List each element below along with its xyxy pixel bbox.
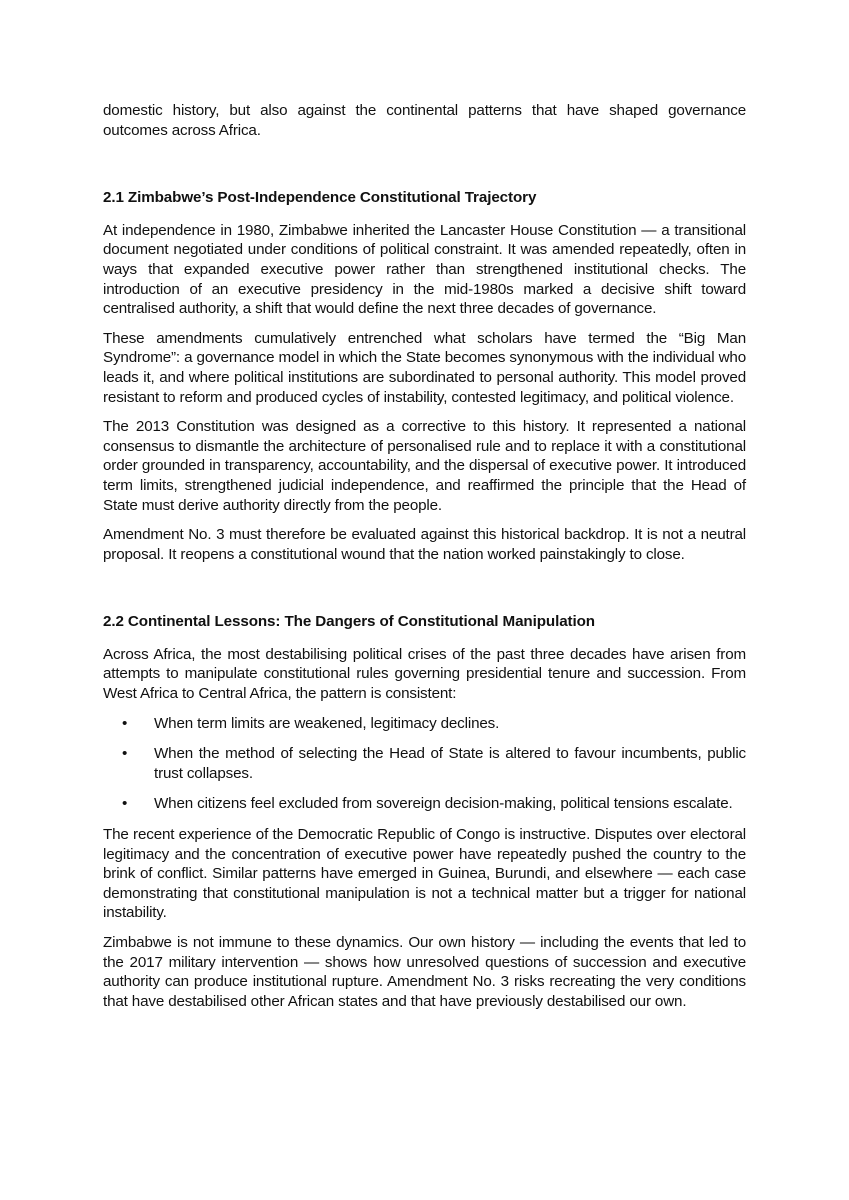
document-page xyxy=(103,101,746,1021)
bullet-item xyxy=(103,744,746,783)
bullet-text: When term limits are weakened, legitimacy declines. xyxy=(154,714,500,732)
bullet-text: When the method of selecting the Head of State is altered to favour incumbents, public trust collapses. xyxy=(154,745,746,782)
section-spacer xyxy=(103,574,746,612)
bullet-icon: • xyxy=(122,795,128,813)
paragraph-2013-constitution: The 2013 Constitution was designed as a corrective to this history. It represented a national consensus to dismantle the architecture of personalised rule and to replace it with a constitutional order grounded in transparency, accountability, and the dispersal of executive power. It introduced term limits, strengthened judicial independence, and reaffirmed the principle that the Head of State must derive authority directly from the people. xyxy=(103,418,746,514)
section-2-2 xyxy=(103,612,746,1011)
paragraph-independence: At independence in 1980, Zimbabwe inherited the Lancaster House Constitution — a transitional document negotiated under conditions of political constraint. It was amended repeatedly, often in ways that expanded executive power rather than strengthened institutional checks. The introduction of an executive presidency in the mid-1980s marked a decisive shift toward centralised authority, a shift that would define the next three decades of governance. xyxy=(103,221,746,318)
intro-continuation-paragraph: domestic history, but also against the continental patterns that have shaped governance outcomes across Africa. xyxy=(103,102,746,139)
bullet-list xyxy=(103,714,746,814)
paragraph-big-man-syndrome: These amendments cumulatively entrenched what scholars have termed the “Big Man Syndrome”: a governance model in which the State becomes synonymous with the individual who leads it, and where political institutions are subordinated to personal authority. This model proved resistant to reform and produced cycles of instability, contested legitimacy, and political violence. xyxy=(103,329,746,406)
paragraph-continental-lead: Across Africa, the most destabilising political crises of the past three decades have arisen from attempts to manipulate constitutional rules governing presidential tenure and succession. From West Africa to Central Africa, the pattern is consistent: xyxy=(103,645,746,703)
bullet-item xyxy=(103,714,746,734)
section-heading-2-2: 2.2 Continental Lessons: The Dangers of Constitutional Manipulation xyxy=(103,613,595,631)
bullet-item xyxy=(103,794,746,814)
section-spacer xyxy=(103,150,746,188)
section-heading-2-1: 2.1 Zimbabwe’s Post-Independence Constitutional Trajectory xyxy=(103,189,537,207)
bullet-icon: • xyxy=(122,745,128,763)
paragraph-drc-example: The recent experience of the Democratic Republic of Congo is instructive. Disputes over electoral legitimacy and the concentration of executive power have repeatedly pushed the country to the brink of conflict. Similar patterns have emerged in Guinea, Burundi, and elsewhere — each case demonstrating that constitutional manipulation is not a technical matter but a trigger for national instability. xyxy=(103,826,746,922)
paragraph-amendment-backdrop: Amendment No. 3 must therefore be evaluated against this historical backdrop. It is not a neutral proposal. It reopens a constitutional wound that the nation worked painstakingly to close. xyxy=(103,526,746,563)
section-2-1 xyxy=(103,188,746,564)
paragraph-zimbabwe-not-immune: Zimbabwe is not immune to these dynamics. Our own history — including the events that led to the 2017 military intervention — shows how unresolved questions of succession and executive authority can produce institutional rupture. Amendment No. 3 risks recreating the very conditions that have destabilised other African states and that have previously destabilised our own. xyxy=(103,934,746,1010)
bullet-icon: • xyxy=(122,714,128,732)
bullet-text: When citizens feel excluded from sovereign decision-making, political tensions escalate. xyxy=(154,795,733,813)
